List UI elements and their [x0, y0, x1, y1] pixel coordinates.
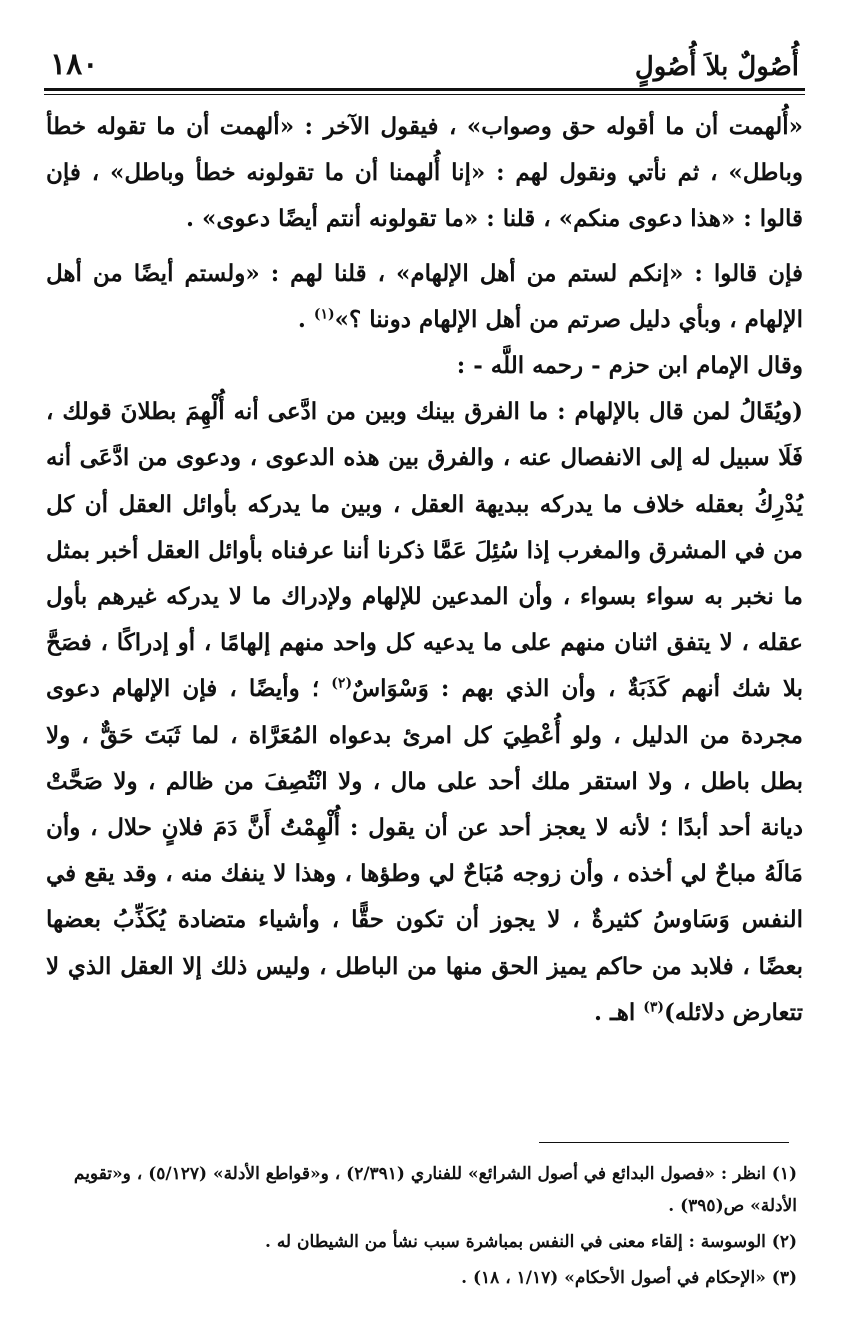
footnote-1: (١) انظر : «فصول البدائع في أصول الشرائع» للفناري (٢/٣٩١) ، و«قواطع الأدلة» (٥/١٢٧) ، و«تقويم الأدلة» ص(٣٩٥) .: [73, 1164, 797, 1216]
footnote-ref-2[interactable]: (٢): [331, 675, 353, 692]
page-header: [50, 38, 799, 82]
footnote-3: (٣) «الإحكام في أصول الأحكام» (١/١٧ ، ١٨) .: [461, 1268, 797, 1288]
paragraph-1: «أُلهمت أن ما أقوله حق وصواب» ، فيقول الآخر : «ألهمت أن ما تقوله خطأ وباطل» ، ثم نأتي ونقول لهم : «إنا أُلهمنا أن ما تقولونه خطأ وباطل» ، فإن قالوا : «هذا دعوى منكم» ، قلنا : «ما تقولونه أنتم أيضًا دعوى» .: [46, 113, 803, 233]
running-title: أُصُولٌ بلاَ أُصُولٍ: [634, 52, 799, 82]
paragraph-2: فإن قالوا : «إنكم لستم من أهل الإلهام» ، قلنا لهم : «ولستم أيضًا من أهل الإلهام ، وبأي دليل صرتم من أهل الإلهام دوننا ؟»$^{(١)}$ .: [46, 259, 803, 333]
footnote-ref-1[interactable]: (١): [313, 306, 335, 323]
footnote-rule: [539, 1142, 789, 1143]
main-text: [46, 104, 803, 1036]
footnote-2: (٢) الوسوسة : إلقاء معنى في النفس بمباشرة سبب نشأ من الشيطان له .: [264, 1232, 797, 1252]
page-number: ١٨٠: [50, 47, 99, 82]
header-rule: [44, 88, 805, 95]
footnotes: [46, 1158, 797, 1298]
quotation-paragraph: (ويُقَالُ لمن قال بالإلهام : ما الفرق بينك وبين من ادَّعى أنه أُلْهِمَ بطلانَ قولك ، فَلَا سبيل له إلى الانفصال عنه ، والفرق بين هذه الدعوى ، ودعوى من ادَّعَى أنه يُدْرِكُ بعقله خلاف ما يدركه ببديهة العقل ، وبين ما يدركه بأوائل العقل أن كل من في المشرق والمغرب إذا سُئِلَ عَمَّا ذكرنا أننا عرفناه بأوائل العقل أخبر بمثل ما نخبر به سواء بسواء ، وأن المدعين للإلهام ولإدراك ما لا يدركه غيرهم بأول عقله ، لا يتفق اثنان منهم على ما يدعيه كل واحد منهم إلهامًا ، أو إدراكًا ، فصَحَّ بلا شك أنهم كَذَبَةٌ ، وأن الذي بهم : وَسْوَاسٌ$^{(٢)}$ ؛ وأيضًا ، فإن الإلهام دعوى مجردة من الدليل ، ولو أُعْطِيَ كل امرئ بدعواه المُعَرَّاة ، لما ثَبَتَ حَقٌّ ، ولا بطل باطل ، ولا استقر ملك أحد على مال ، ولا انْتُصِفَ من ظالم ، ولا صَحَّتْ ديانة أحد أبدًا ؛ لأنه لا يعجز أحد عن أن يقول : أُلْهِمْتُ أَنَّ دَمَ فلانٍ حلال ، وأن مَالَهُ مباحٌ لي أخذه ، وأن زوجه مُبَاحٌ لي وطؤها ، وهذا لا ينفك منه ، وقد يقع في النفس وَسَاوسُ كثيرةٌ ، لا يجوز أن تكون حقًّا ، وأشياء متضادة يُكَذِّبُ بعضها بعضًا ، فلابد من حاكم يميز الحق منها من الباطل ، وليس ذلك إلا العقل الذي لا تتعارض دلائله)$^{(٣)}$ اهـ .: [46, 398, 803, 1026]
footnote-ref-3[interactable]: (٣): [643, 999, 665, 1016]
paragraph-3: وقال الإمام ابن حزم - رحمه اللَّه - :: [456, 352, 803, 380]
